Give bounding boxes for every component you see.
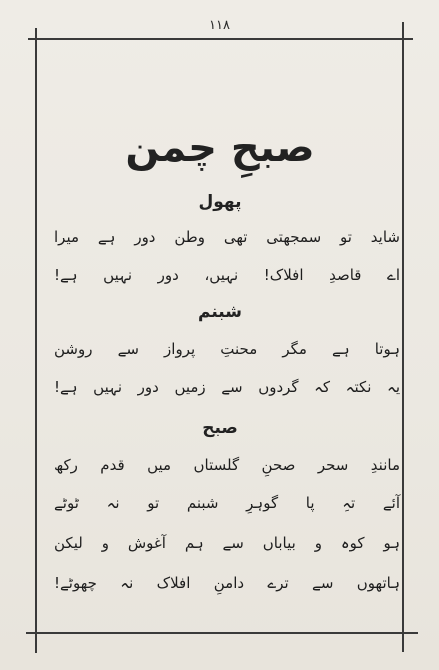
verse-line: ہوتا ہے مگر محنتِ پرواز سے روشن — [54, 340, 400, 358]
verse-line: شاید تو سمجھتی تھی وطن دور ہے میرا — [54, 228, 400, 246]
frame-right-border — [402, 22, 404, 652]
frame-top-border — [28, 38, 413, 40]
verse-line: مانندِ سحر صحنِ گلستاں میں قدم رکھ — [54, 456, 400, 474]
section-heading-flower: پھول — [198, 192, 242, 212]
section-heading-morning: صبح — [202, 418, 238, 438]
verse-line: آئے تہِ پا گوہرِ شبنم تو نہ ٹوٹے — [54, 494, 400, 512]
verse-line: ہاتھوں سے ترے دامنِ افلاک نہ چھوٹے! — [54, 574, 400, 592]
poem-title: صبحِ چمن — [125, 125, 315, 171]
section-heading-dew: شبنم — [198, 302, 242, 322]
frame-left-border — [35, 28, 37, 653]
frame-bottom-border — [26, 632, 418, 634]
verse-line: یہ نکتہ کہ گردوں سے زمیں دور نہیں ہے! — [54, 378, 400, 396]
verse-line: اے قاصدِ افلاک! نہیں، دور نہیں ہے! — [54, 266, 400, 284]
page-number: ۱۱۸ — [209, 18, 230, 33]
verse-line: ہو کوہ و بیاباں سے ہم آغوش و لیکن — [54, 534, 400, 552]
